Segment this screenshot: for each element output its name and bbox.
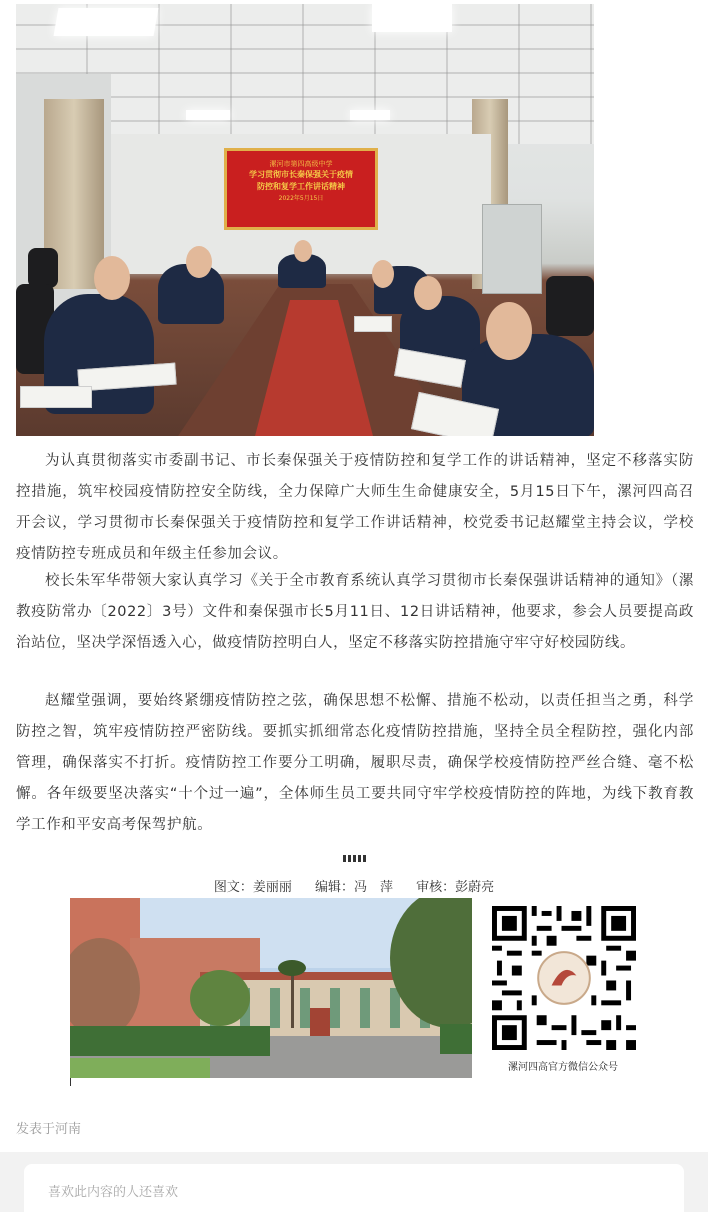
article-paragraph-2: 校长朱军华带领大家认真学习《关于全市教育系统认真学习贯彻市长秦保强讲话精神的通知》（漯教疫防常办〔2022〕3号）文件和秦保强市长5月11日、12日讲话精神，他要求，参会人员要提高政治站位，坚决学深悟透入心，做疫情防控明白人，坚定不移落实防控措施守牢守好校园防线。 (16, 573, 694, 651)
chair (546, 276, 594, 336)
qr-code (492, 906, 636, 1050)
attendee-head (372, 260, 394, 288)
ceiling-light (186, 110, 230, 120)
school-building-illustration (70, 898, 472, 1078)
ceiling-light (350, 110, 390, 120)
ceiling-light (54, 8, 159, 36)
attendee-head (186, 246, 212, 278)
banner-date: 2022年5月15日 (278, 195, 324, 202)
document (20, 386, 92, 408)
recommend-card[interactable] (24, 1164, 684, 1224)
banner-title-1: 学习贯彻市长秦保强关于疫情 (249, 170, 353, 179)
posted-from: 发表于河南 (16, 1122, 82, 1137)
meeting-banner (224, 148, 378, 230)
cabinet (482, 204, 542, 294)
document (354, 316, 392, 332)
banner-school: 漯河市第四高级中学 (269, 160, 333, 168)
meeting-photo (16, 4, 594, 436)
divider-dots (343, 855, 366, 862)
article-paragraph-3: 赵耀堂强调，要始终紧绷疫情防控之弦，确保思想不松懈、措施不松动，以责任担当之勇，科学防控之智，筑牢疫情防控严密防线。要抓实抓细常态化疫情防控措施，坚持全员全程防控，强化内部管理，确保落实不打折。疫情防控工作要分工明确，履职尽责，确保学校疫情防控严丝合缝、毫不松懈。各年级要坚决落实“十个过一遍”，全体师生员工要共同守牢学校疫情防控的阵地，为线下教育教学工作和平安高考保驾护航。 (16, 693, 694, 833)
article-paragraph-1: 为认真贯彻落实市委副书记、市长秦保强关于疫情防控和复学工作的讲话精神，坚定不移落实防控措施，筑牢校园疫情防控安全防线，全力保障广大师生生命健康安全，5月15日下午，漯河四高召开会议，学习贯彻市长秦保强关于疫情防控和复学工作讲话精神，校党委书记赵耀堂主持会议，学校疫情防控专班成员和年级主任参加会议。 (16, 453, 694, 562)
image-edge-mark (70, 1078, 71, 1086)
attendee-head (94, 256, 130, 300)
school-building-photo (70, 898, 472, 1078)
qr-caption: 漯河四高官方微信公众号 (508, 1062, 618, 1073)
credits-line: 图文：姜丽丽 编辑：冯 萍 审核：彭蔚亮 (213, 880, 495, 895)
attendee-head (294, 240, 312, 262)
chair (28, 248, 58, 288)
ceiling-light (372, 4, 452, 32)
qr-code-card (488, 900, 638, 1078)
recommend-label: 喜欢此内容的人还喜欢 (48, 1185, 179, 1200)
attendee-head (486, 302, 532, 360)
attendee-head (414, 276, 442, 310)
banner-title-2: 防控和复学工作讲话精神 (257, 182, 345, 191)
